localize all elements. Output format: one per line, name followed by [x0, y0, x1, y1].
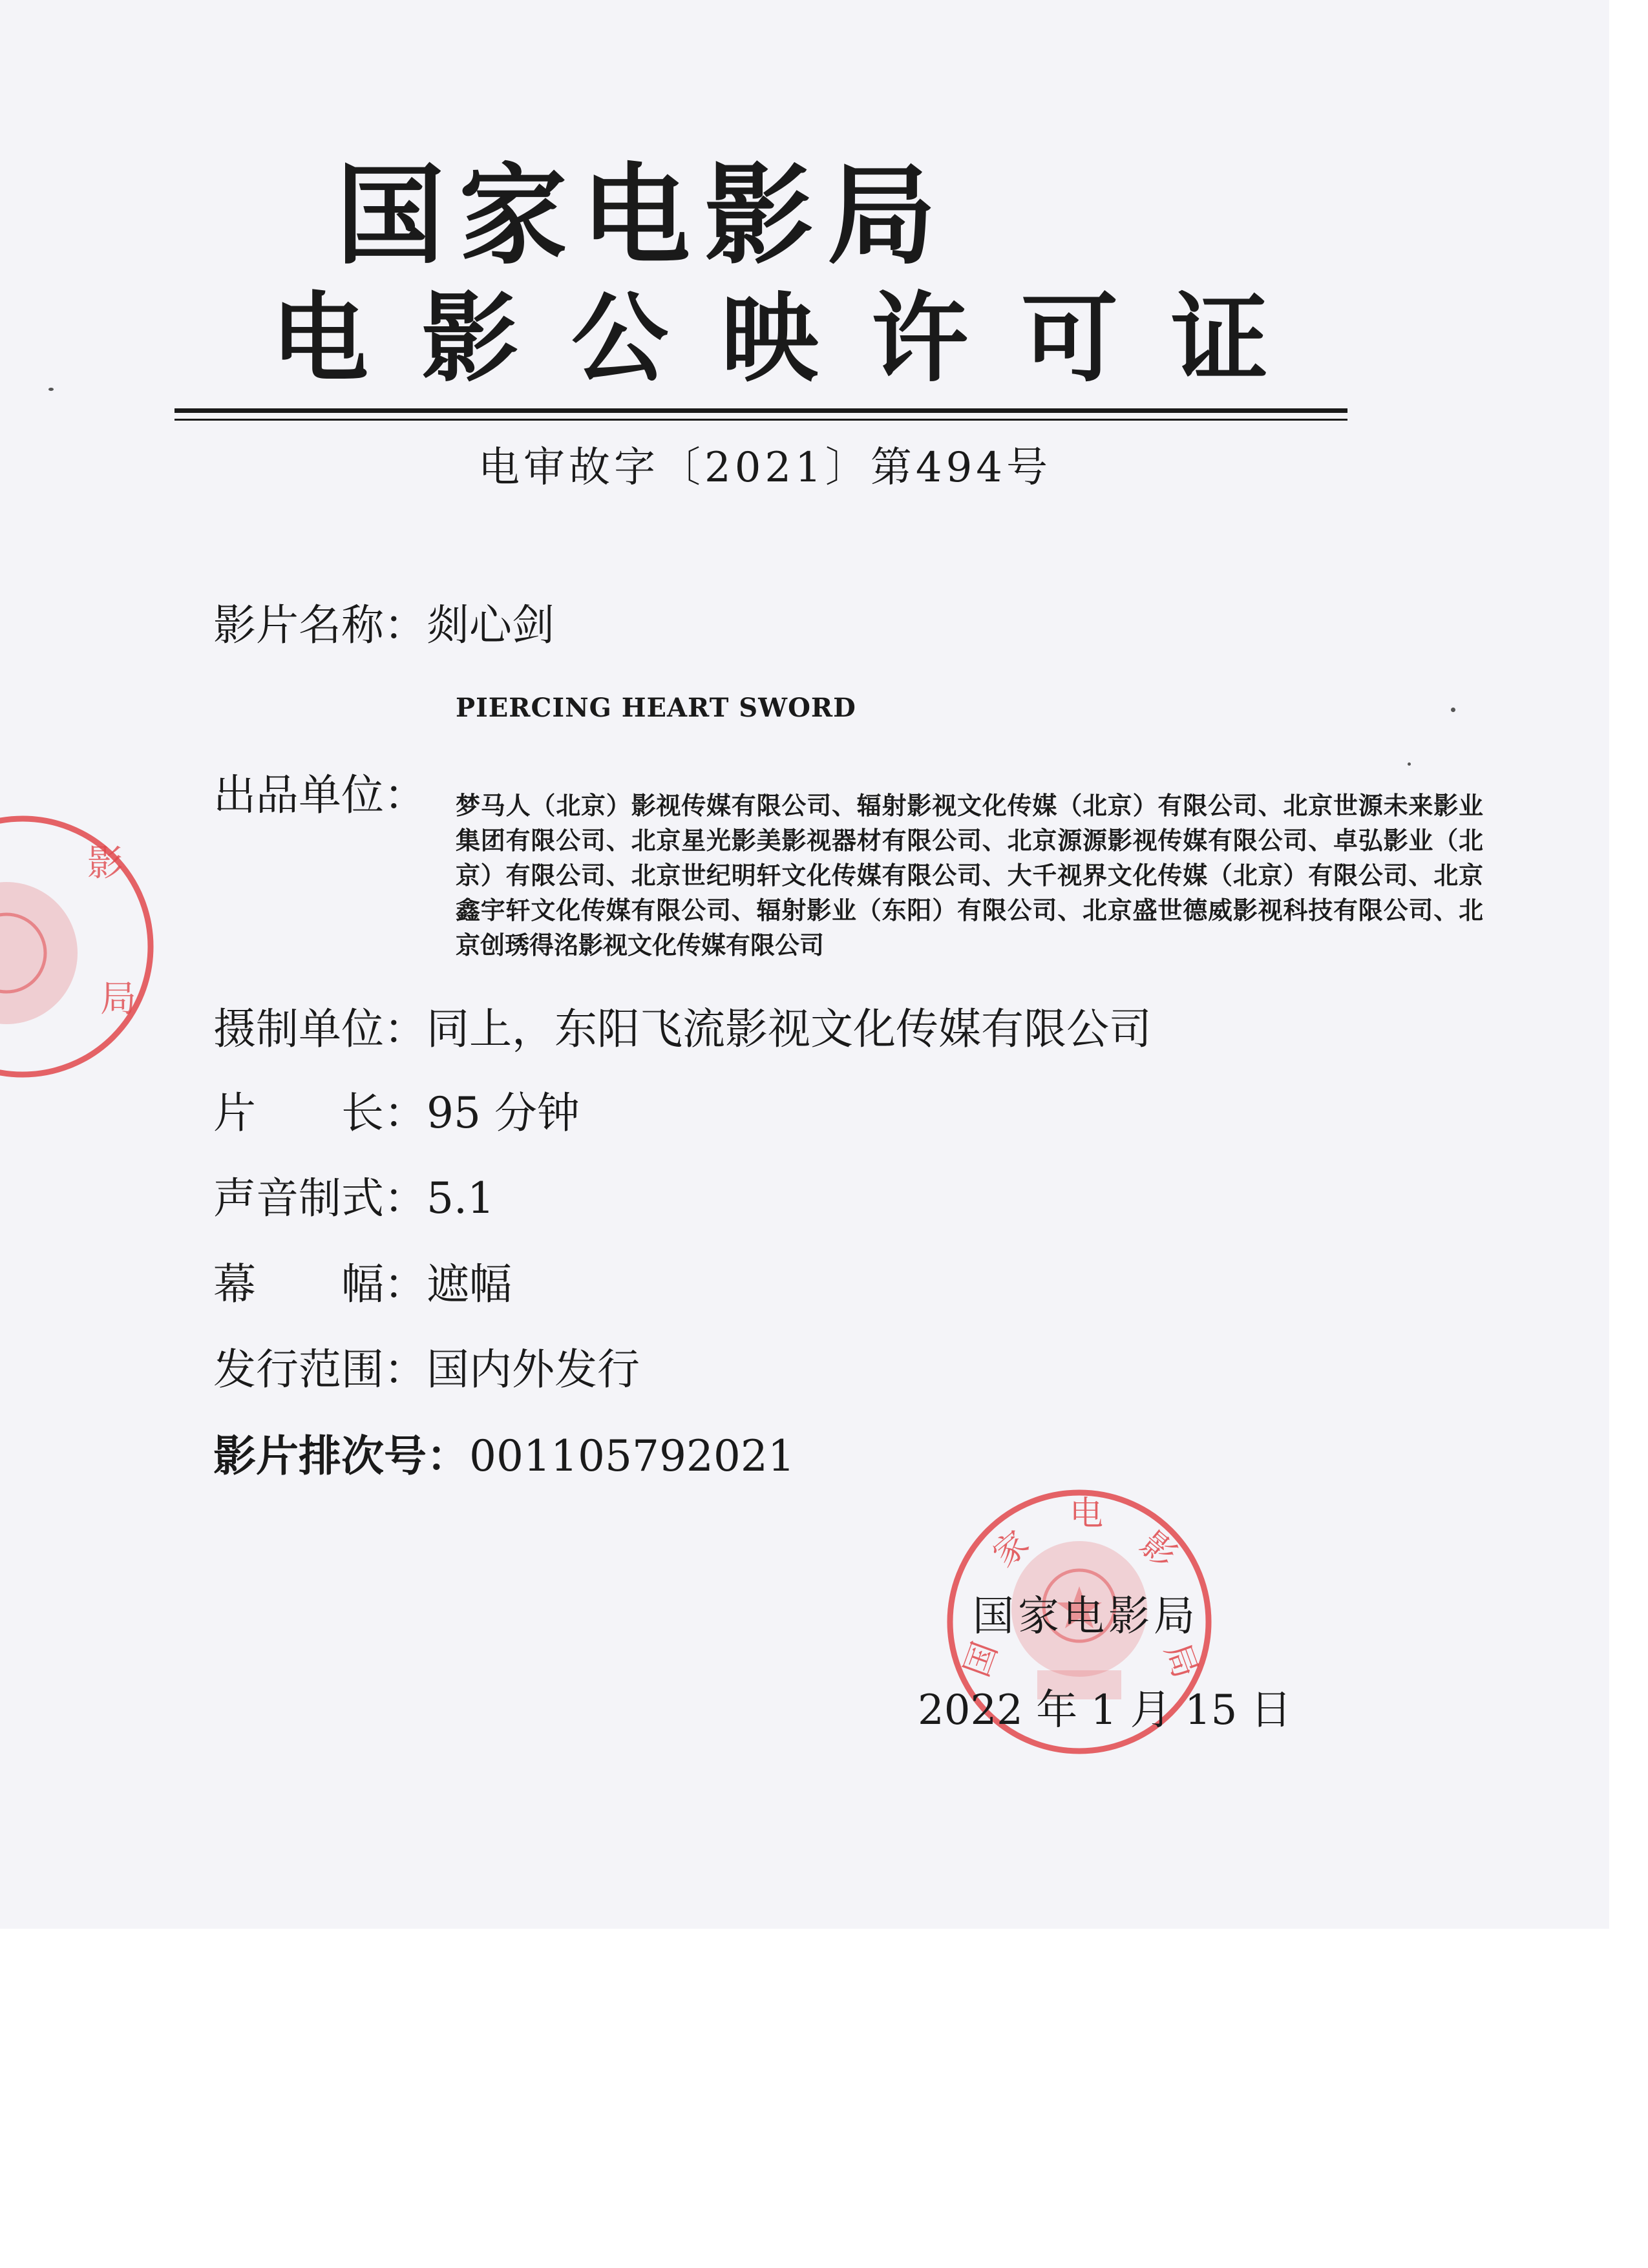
sound-format-value: 5.1 [427, 1173, 494, 1223]
film-name-value: 剡心剑 [427, 600, 555, 650]
serial-number-row [213, 1431, 795, 1481]
sound-format-label: 声音制式： [213, 1173, 427, 1223]
producers-label: 出品单位： [213, 770, 427, 820]
production-company-row [213, 1004, 1152, 1054]
title-rule-thin [174, 419, 1347, 421]
film-name-label: 影片名称： [213, 600, 427, 650]
producers-row [213, 770, 427, 820]
film-english-name: PIERCING HEART SWORD [456, 693, 856, 723]
distribution-value: 国内外发行 [427, 1345, 640, 1394]
issue-date: 2022 年 1 月 15 日 [918, 1686, 1292, 1734]
svg-text:家: 家 [986, 1524, 1037, 1575]
producers-value: 梦马人（北京）影视传媒有限公司、辐射影视文化传媒（北京）有限公司、北京世源未来影业集团有限公司、北京星光影美影视器材有限公司、北京源源影视传媒有限公司、卓弘影业（北京）有限公司、北京世纪明轩文化传媒有限公司、大千视界文化传媒（北京）有限公司、北京鑫宇轩文化传媒有限公司、辐射影业（东阳）有限公司、北京盛世德威影视科技有限公司、北京创琇得洺影视文化传媒有限公司 [456, 791, 1483, 960]
svg-text:国: 国 [957, 1637, 1006, 1683]
film-name-row [213, 600, 555, 650]
serial-number-label: 影片排次号： [213, 1431, 469, 1481]
screen-format-label: 幕 幅： [213, 1259, 427, 1309]
production-company-value: 同上，东阳飞流影视文化传媒有限公司 [427, 1004, 1152, 1054]
license-title: 电影公映许可证 [271, 283, 1322, 395]
length-value: 95 分钟 [427, 1088, 580, 1138]
sound-format-row [213, 1173, 494, 1223]
svg-text:影: 影 [87, 843, 123, 885]
scan-speck [48, 388, 54, 391]
distribution-label: 发行范围： [213, 1345, 427, 1394]
serial-number-value: 001105792021 [469, 1431, 795, 1481]
scan-speck [1451, 708, 1455, 712]
issuer-signature: 国家电影局 [973, 1593, 1199, 1641]
length-row [213, 1088, 580, 1138]
production-company-label: 摄制单位： [213, 1004, 427, 1054]
length-label: 片 长： [213, 1088, 427, 1138]
svg-text:电: 电 [1070, 1495, 1104, 1533]
svg-text:影: 影 [1132, 1524, 1184, 1576]
screen-format-row [213, 1259, 512, 1309]
scan-speck [1408, 762, 1411, 766]
svg-text:局: 局 [100, 978, 136, 1020]
issuer-title: 国家电影局 [336, 152, 950, 279]
title-rule-thick [174, 408, 1347, 413]
left-seal-stamp [0, 779, 158, 1115]
distribution-row [213, 1345, 640, 1394]
svg-text:局: 局 [1157, 1638, 1205, 1683]
screen-format-value: 遮幅 [427, 1259, 512, 1309]
document-number: 电审故字〔2021〕第494号 [478, 444, 1052, 492]
